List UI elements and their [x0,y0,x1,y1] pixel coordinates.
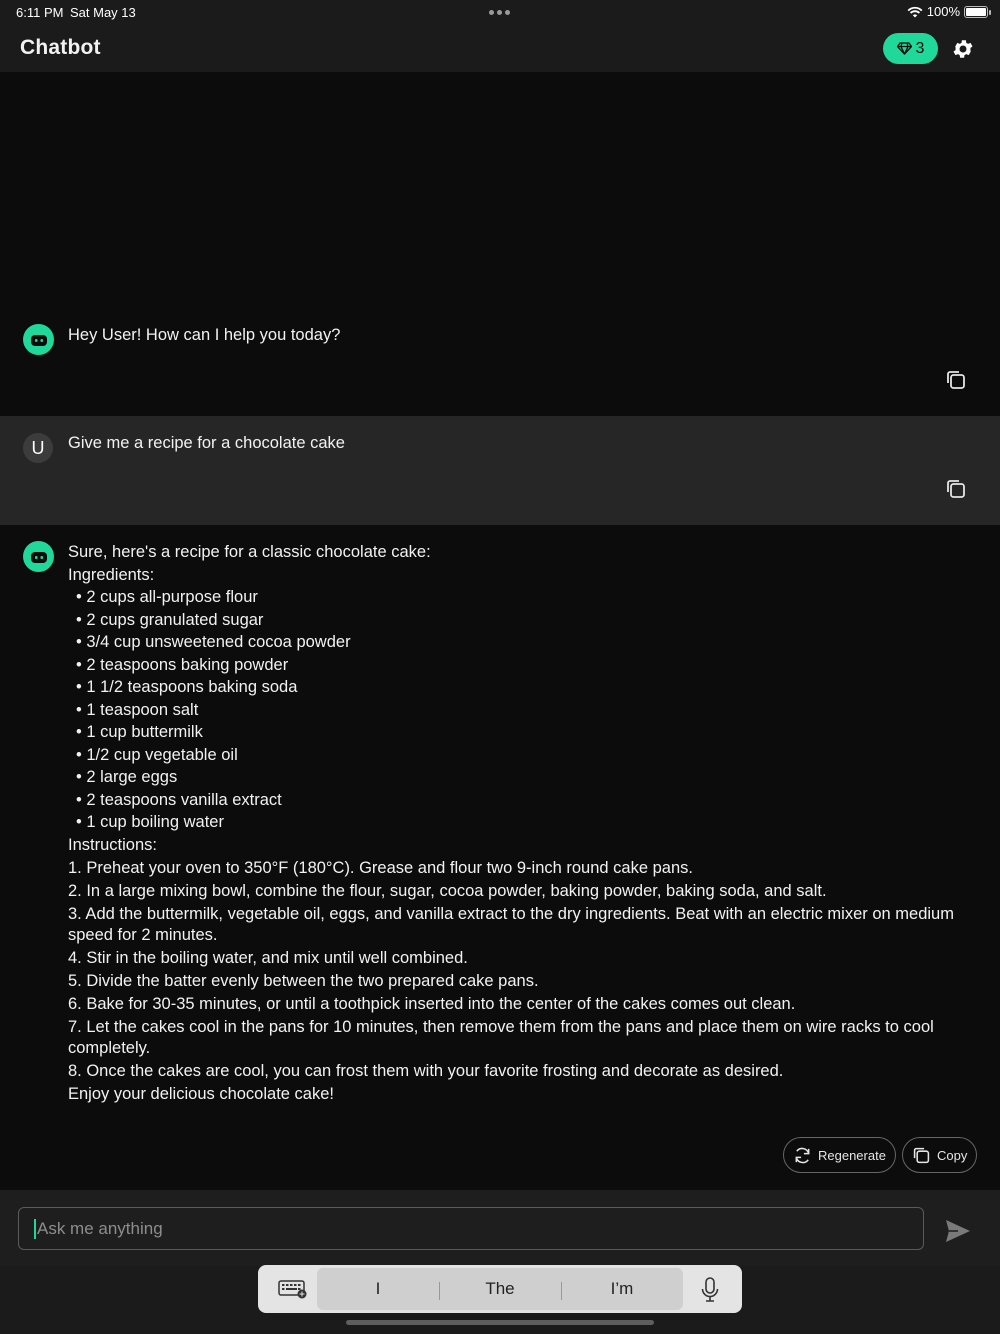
ingredients-heading: Ingredients: [68,565,155,584]
suggestion-item[interactable]: The [439,1279,561,1299]
list-item: • 1 cup boiling water [76,811,968,834]
chat-area[interactable] [0,72,1000,1190]
instruction-step: 5. Divide the batter evenly between the two prepared cake pans. [68,972,539,990]
bot-avatar [23,541,54,572]
instruction-step: 8. Once the cakes are cool, you can frost them with your favorite frosting and decorate as desired. [68,1062,784,1080]
app-title: Chatbot [20,36,101,59]
ingredients-list [68,586,968,834]
battery-icon [964,6,988,18]
list-item: • 3/4 cup unsweetened cocoa powder [76,631,968,654]
instruction-step: 7. Let the cakes cool in the pans for 10 minutes, then remove them from the pans and place them on wire racks to cool completely. [68,1018,934,1057]
regenerate-button[interactable] [783,1137,896,1173]
robot-icon [30,550,48,564]
multitasking-dots-icon[interactable] [489,10,510,15]
list-item: • 2 large eggs [76,766,968,789]
bot-message [0,312,1000,416]
instruction-step: 2. In a large mixing bowl, combine the flour, sugar, cocoa powder, baking powder, baking soda, and salt. [68,882,827,900]
list-item: • 2 teaspoons vanilla extract [76,789,968,812]
gear-icon[interactable] [951,37,975,61]
instruction-step: 3. Add the buttermilk, vegetable oil, eggs, and vanilla extract to the dry ingredients. Beat with an electric mixer on medium speed for 2 minutes. [68,905,954,944]
regenerate-label: Regenerate [818,1147,886,1163]
app-header [0,24,1000,72]
status-date: Sat May 13 [70,5,136,20]
suggestion-item[interactable]: I’m [561,1279,683,1299]
robot-icon [30,333,48,347]
list-item: • 1 teaspoon salt [76,699,968,722]
copy-icon[interactable] [945,478,967,500]
bot-avatar [23,324,54,355]
copy-icon [912,1146,931,1165]
bot-reply [68,541,968,1106]
copy-button[interactable] [902,1137,977,1173]
status-right [907,4,988,19]
list-item: • 2 cups granulated sugar [76,609,968,632]
list-item: • 1 cup buttermilk [76,721,968,744]
diamond-icon [897,42,912,55]
keyboard-icon[interactable] [278,1278,308,1300]
instruction-step: 4. Stir in the boiling water, and mix until well combined. [68,949,468,967]
suggestion-item[interactable]: I [375,1279,381,1298]
microphone-icon[interactable] [700,1277,720,1303]
user-message [0,416,1000,525]
user-message-text: Give me a recipe for a chocolate cake [68,434,345,452]
wifi-icon [907,6,923,18]
list-item: • 2 cups all-purpose flour [76,586,968,609]
composer [0,1190,1000,1266]
battery-percentage: 100% [926,4,960,19]
instruction-step: 1. Preheat your oven to 350°F (180°C). Grease and flour two 9-inch round cake pans. [68,859,693,877]
reply-closing: Enjoy your delicious chocolate cake! [68,1085,334,1103]
message-input[interactable] [18,1207,924,1250]
list-item: • 1 1/2 teaspoons baking soda [76,676,968,699]
copy-label: Copy [937,1147,968,1163]
user-avatar: U [23,433,53,463]
instruction-step: 6. Bake for 30-35 minutes, or until a toothpick inserted into the center of the cakes comes out clean. [68,995,796,1013]
bot-message-text: Hey User! How can I help you today? [68,326,341,344]
list-item: • 1/2 cup vegetable oil [76,744,968,767]
reply-intro: Sure, here's a recipe for a classic chocolate cake: [68,543,431,561]
copy-icon[interactable] [945,369,967,391]
text-caret [34,1219,36,1239]
list-item: • 2 teaspoons baking powder [76,654,968,677]
home-indicator[interactable] [346,1320,654,1325]
message-input-placeholder: Ask me anything [37,1218,163,1238]
keyboard-suggestions [317,1268,683,1310]
status-bar [0,0,1000,24]
credits-badge[interactable] [883,33,938,64]
credits-count: 3 [915,39,925,57]
send-icon[interactable] [945,1219,971,1243]
refresh-icon [793,1146,812,1165]
status-time: 6:11 PM [16,5,64,20]
instructions-heading: Instructions: [68,835,157,854]
